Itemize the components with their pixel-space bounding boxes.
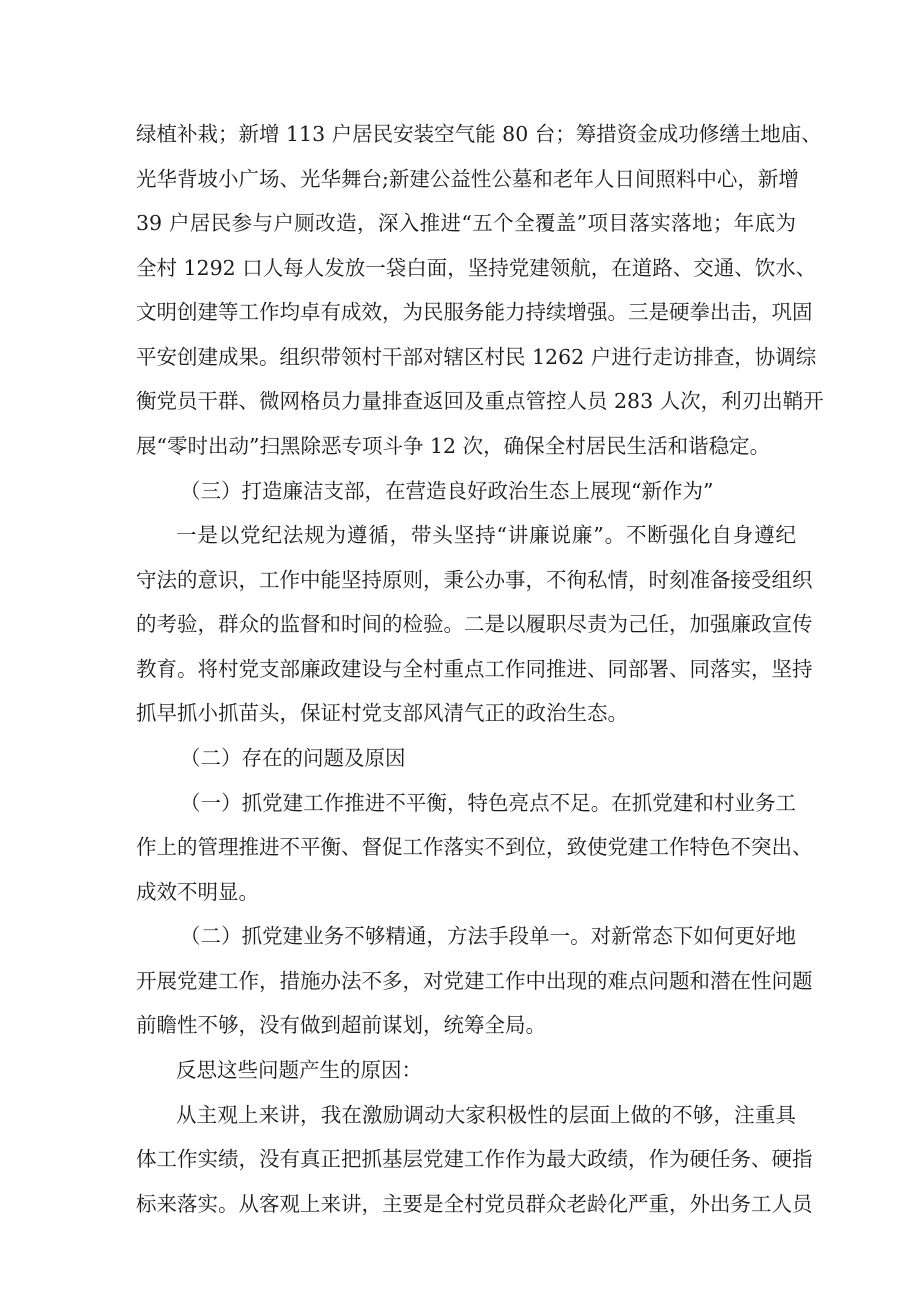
paragraph-line: 体工作实绩，没有真正把抓基层党建工作作为最大政绩，作为硬任务、硬指	[136, 1147, 813, 1171]
paragraph-line: 教育。将村党支部廉政建设与全村重点工作同推进、同部署、同落实，坚持	[136, 657, 813, 681]
paragraph-line: 全村 1292 口人每人发放一袋白面，坚持党建领航，在道路、交通、饮水、	[136, 256, 817, 280]
paragraph-line: 守法的意识，工作中能坚持原则，秉公办事，不徇私情，时刻准备接受组织	[136, 568, 813, 592]
paragraph-line: 抓早抓小抓苗头，保证村党支部风清气正的政治生态。	[136, 701, 628, 725]
paragraph-line: 文明创建等工作均卓有成效，为民服务能力持续增强。三是硬拳出击，巩固	[136, 300, 813, 324]
paragraph-line: 标来落实。从客观上来讲，主要是全村党员群众老龄化严重，外出务工人员	[136, 1192, 813, 1216]
paragraph-line: 的考验，群众的监督和时间的检验。二是以履职尽责为己任，加强廉政宣传	[136, 612, 813, 636]
paragraph-line: 从主观上来讲，我在激励调动大家积极性的层面上做的不够，注重具	[176, 1103, 796, 1127]
paragraph-line: 绿植补栽；新增 113 户居民安装空气能 80 台；筹措资金成功修缮土地庙、	[136, 122, 822, 146]
paragraph-line: 衡党员干群、微网格员力量排查返回及重点管控人员 283 人次，利刃出鞘开	[136, 389, 824, 413]
paragraph-line: 平安创建成果。组织带领村干部对辖区村民 1262 户进行走访排查，协调综	[136, 345, 817, 369]
paragraph-line: 作上的管理推进不平衡、督促工作落实不到位，致使党建工作特色不突出、	[136, 835, 813, 859]
paragraph-line: 一是以党纪法规为遵循，带头坚持“讲廉说廉”。不断强化自身遵纪	[176, 523, 796, 547]
paragraph-line: 开展党建工作，措施办法不多，对党建工作中出现的难点问题和潜在性问题	[136, 969, 813, 993]
section-heading: （三）打造廉洁支部，在营造良好政治生态上展现“新作为”	[180, 479, 714, 503]
paragraph-line: 前瞻性不够，没有做到超前谋划，统筹全局。	[136, 1013, 546, 1037]
paragraph-line: 光华背坡小广场、光华舞台;新建公益性公墓和老年人日间照料中心，新增	[136, 167, 799, 191]
section-heading: （二）存在的问题及原因	[180, 746, 406, 770]
paragraph-line: 展“零时出动”扫黑除恶专项斗争 12 次，确保全村居民生活和谐稳定。	[136, 434, 771, 458]
paragraph-line: 39 户居民参与户厕改造，深入推进“五个全覆盖”项目落实落地；年底为	[136, 211, 796, 235]
paragraph-line: 反思这些问题产生的原因：	[176, 1058, 422, 1082]
paragraph-line: （一）抓党建工作推进不平衡，特色亮点不足。在抓党建和村业务工	[180, 791, 796, 815]
paragraph-line: 成效不明显。	[136, 880, 259, 904]
paragraph-line: （二）抓党建业务不够精通，方法手段单一。对新常态下如何更好地	[180, 924, 796, 948]
